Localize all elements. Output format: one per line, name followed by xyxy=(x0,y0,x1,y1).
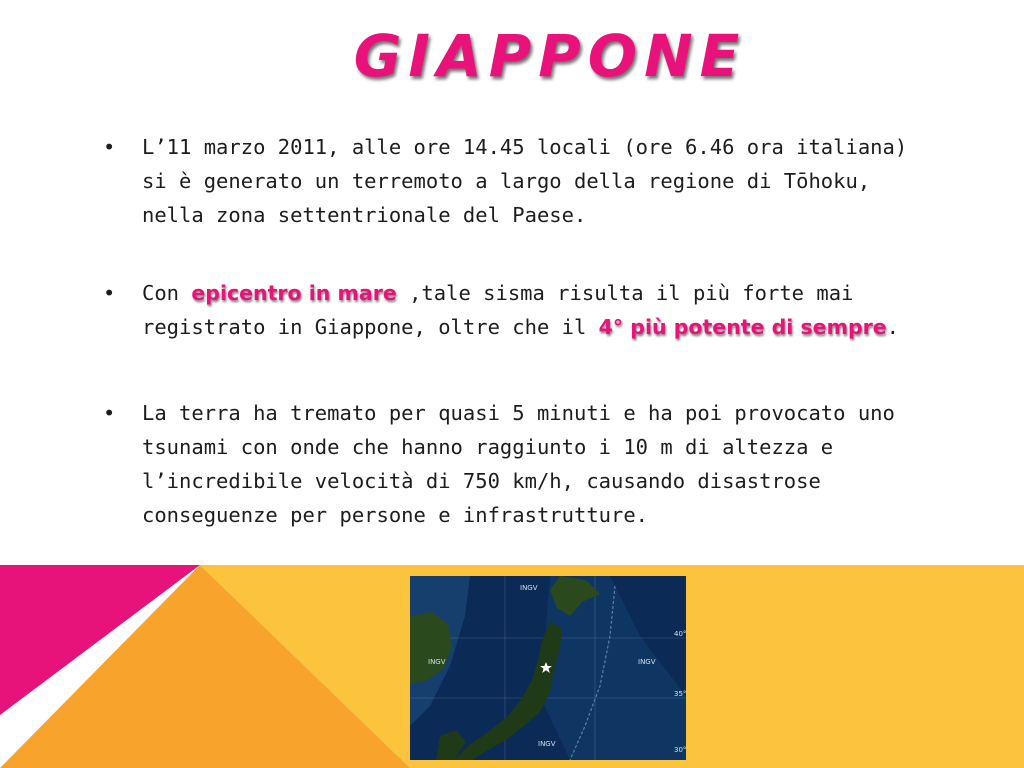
bullet-list xyxy=(100,130,920,532)
bullet-marker: • xyxy=(103,281,116,305)
map-label-top: INGV xyxy=(520,584,538,592)
bullet-item xyxy=(100,130,920,232)
bullet-text-post: . xyxy=(886,315,899,339)
slide-title: GIAPPONE xyxy=(353,22,747,90)
bullet-text: La terra ha tremato per quasi 5 minuti e ha poi provocato uno tsunami con onde che hanno raggiunto i 10 m di altezza e l’incredibile velocità di 750 km/h, causando disastrose conseguenze per persone e infrastrutture. xyxy=(142,401,895,527)
highlight-epicentro: epicentro in mare xyxy=(191,281,397,305)
highlight-potente: 4° più potente di sempre xyxy=(598,315,887,339)
bullet-text-mid: ,tale sisma risulta il più forte mai registrato in Giappone, oltre che il xyxy=(142,281,854,339)
map-degree-label: 30° xyxy=(674,746,686,754)
bullet-item xyxy=(100,396,920,532)
earthquake-map-image xyxy=(410,576,686,760)
bullet-marker: • xyxy=(103,401,116,425)
map-label-right: INGV xyxy=(638,658,656,666)
map-label-bottom: INGV xyxy=(538,740,556,748)
map-degree-label: 40° xyxy=(674,630,686,638)
bullet-text: L’11 marzo 2011, alle ore 14.45 locali (ore 6.46 ora italiana) si è generato un terremoto a largo della regione di Tōhoku, nella zona settentrionale del Paese. xyxy=(142,135,908,227)
bullet-marker: • xyxy=(103,135,116,159)
map-label-left: INGV xyxy=(428,658,446,666)
bullet-text-pre: Con xyxy=(142,281,192,305)
bullet-item xyxy=(100,276,920,344)
map-degree-label: 35° xyxy=(674,690,686,698)
